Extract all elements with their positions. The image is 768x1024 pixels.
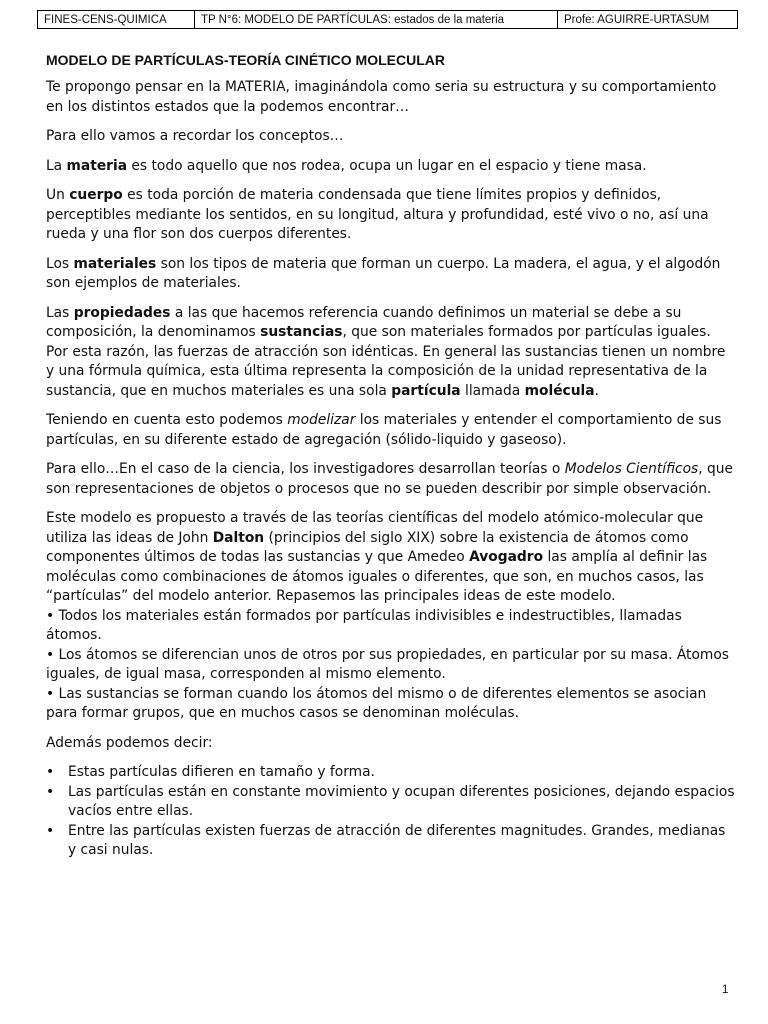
list-item-text: Las partículas están en constante movimiento y ocupan diferentes posiciones, dejando espacios vacíos entre ellas. (68, 783, 735, 819)
bullet-icon: • (46, 822, 55, 839)
text-span: . (594, 382, 599, 399)
term-particula: partícula (391, 382, 461, 399)
term-sustancias: sustancias (260, 324, 343, 340)
text-span: a las que hacemos referencia cuando definimos un material se debe a su composición, la denominamos (46, 304, 682, 340)
modelo-atomico-paragraph (46, 509, 736, 724)
term-materia: materia (66, 157, 128, 174)
term-materiales: materiales (73, 255, 157, 272)
modelos-paragraph (46, 460, 736, 499)
text-span: llamada (460, 382, 525, 399)
term-dalton: Dalton (212, 529, 265, 546)
document-header (37, 10, 738, 29)
recall-paragraph: Para ello vamos a recordar los conceptos… (46, 128, 344, 144)
text-span: los materiales y entender el comportamiento de sus partículas, en su diferente estado de agregación (sólido-liquido y gaseoso). (46, 412, 722, 448)
term-cuerpo: cuerpo (69, 187, 123, 203)
ademas-paragraph: Además podemos decir: (46, 734, 213, 751)
text-span: (principios del siglo XIX) sobre la existencia de átomos como componentes últimos de todas las sustancias y que Amedeo (46, 529, 689, 565)
bullet-icon: • (46, 764, 55, 780)
list-item-text: Estas partículas difieren en tamaño y forma. (68, 764, 375, 780)
particle-properties-list (46, 763, 736, 861)
atomic-idea-2: • Los átomos se diferencian unos de otros por sus propiedades, en particular por su masa. Átomos iguales, de igual masa, corresponden al mismo elemento. (46, 646, 729, 682)
term-molecula: molécula (524, 382, 595, 399)
list-item (46, 822, 736, 861)
text-span: , que son materiales formados por partículas iguales. Por esta razón, las fuerzas de atracción son idénticas. En general las sustancias tienen un nombre y una fórmula química, esta última representa la composición de la unidad representativa de la sustancia, que en muchos materiales es una sola (46, 324, 726, 399)
text-span: son los tipos de materia que forman un cuerpo. La madera, el agua, y el algodón son ejemplos de materiales. (46, 255, 721, 291)
list-item (46, 763, 736, 783)
course-cell: FINES-CENS-QUIMICA (38, 11, 195, 29)
page-number: 1 (722, 984, 729, 996)
text-span: Los (46, 255, 74, 272)
text-span: Un (46, 187, 70, 203)
materiales-definition (46, 255, 736, 294)
assignment-cell: TP N°6: MODELO DE PARTÍCULAS: estados de la materia (195, 11, 558, 29)
cuerpo-definition (46, 186, 736, 245)
term-modelizar: modelizar (287, 412, 356, 428)
text-span: La (46, 157, 67, 174)
list-item (46, 783, 736, 822)
intro-paragraph: Te propongo pensar en la MATERIA, imaginándola como seria su estructura y su comportamiento en los distintos estados que la podemos encontrar… (46, 79, 717, 115)
text-span: Para ello…En el caso de la ciencia, los investigadores desarrollan teorías o (46, 461, 565, 477)
text-span: es toda porción de materia condensada que tiene límites propios y definidos, perceptibles mediante los sentidos, en su longitud, altura y profundidad, esté vivo o no, así una rueda y una flor son dos cuerpos diferentes. (46, 187, 709, 242)
header-row (38, 11, 738, 29)
term-propiedades: propiedades (73, 304, 171, 321)
propiedades-paragraph (46, 304, 736, 402)
text-span: las amplía al definir las moléculas como combinaciones de átomos iguales o diferentes, que son, en muchos casos, las “partículas” del modelo anterior. Repasemos las principales ideas de este modelo. (46, 549, 708, 604)
bullet-icon: • (46, 783, 55, 800)
document-body (46, 50, 736, 861)
atomic-idea-3: • Las sustancias se forman cuando los átomos del mismo o de diferentes elementos se asocian para formar grupos, que en muchos casos se denominan moléculas. (46, 685, 707, 721)
teacher-cell: Profe: AGUIRRE-URTASUM (558, 11, 738, 29)
page-title: MODELO DE PARTÍCULAS-TEORÍA CINÉTICO MOLECULAR (46, 52, 445, 68)
term-avogadro: Avogadro (469, 549, 544, 565)
materia-definition (46, 157, 736, 177)
text-span: Las (46, 304, 74, 321)
text-span: , que son representaciones de objetos o procesos que no se pueden describir por simple observación. (46, 461, 733, 497)
term-modelos-cientificos: Modelos Científicos (564, 461, 699, 477)
atomic-idea-1: • Todos los materiales están formados por partículas indivisibles e indestructibles, llamadas átomos. (46, 607, 682, 643)
text-span: Este modelo es propuesto a través de las teorías científicas del modelo atómico-molecular que utiliza las ideas de John (46, 510, 704, 546)
text-span: Teniendo en cuenta esto podemos (46, 412, 288, 428)
text-span: es todo aquello que nos rodea, ocupa un lugar en el espacio y tiene masa. (127, 157, 647, 174)
modelizar-paragraph (46, 411, 736, 450)
list-item-text: Entre las partículas existen fuerzas de atracción de diferentes magnitudes. Grandes, medianas y casi nulas. (68, 822, 726, 858)
